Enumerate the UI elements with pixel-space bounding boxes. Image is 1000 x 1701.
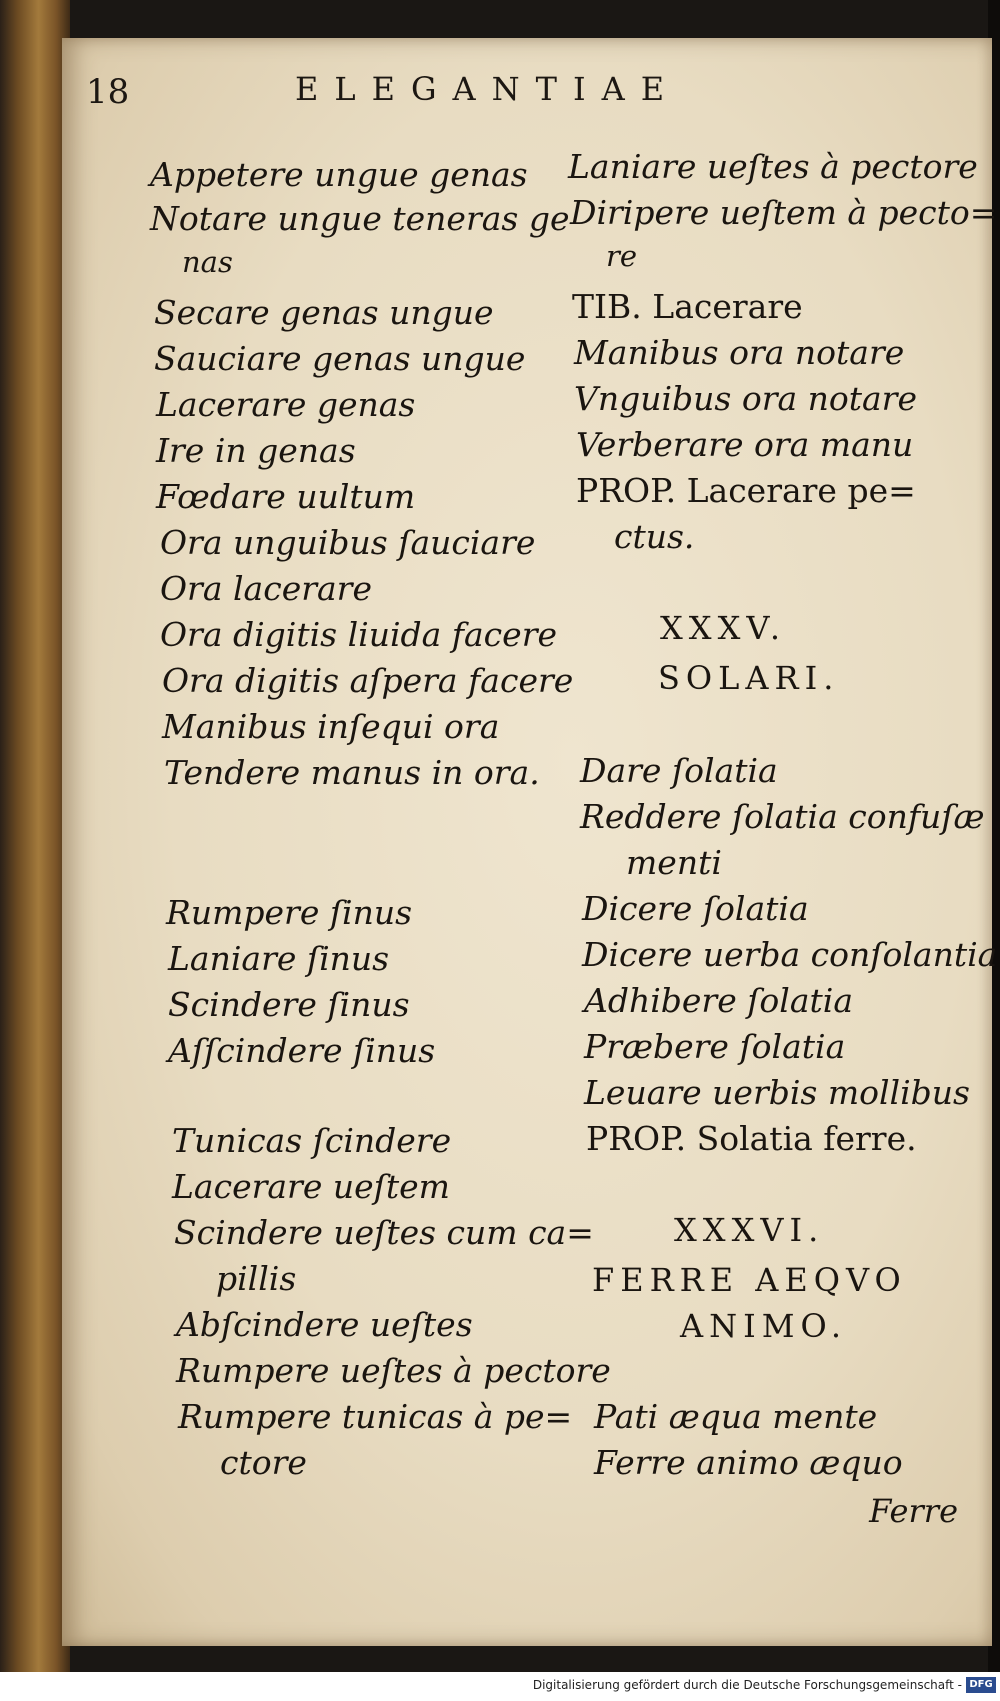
text-line: Reddere ſolatia confuſæ [580, 797, 985, 836]
text-line: Dicere uerba conſolantia [582, 935, 998, 974]
text-line: Ire in genas [156, 431, 356, 470]
text-line: Abſcindere ueſtes [176, 1305, 473, 1344]
text-line: Tunicas ſcindere [172, 1121, 452, 1160]
text-line: Laniare ueſtes à pectore [568, 147, 978, 186]
section-title: FERRE AEQVO [592, 1261, 907, 1299]
text-line: Secare genas ungue [154, 293, 494, 332]
text-line: Dare ſolatia [580, 751, 778, 790]
catchword: Ferre [869, 1492, 958, 1530]
page-number: 18 [86, 72, 130, 112]
text-line: Ferre animo æquo [594, 1443, 903, 1482]
text-line: PROP. Lacerare pe= [576, 471, 916, 510]
text-line: Diripere ueſtem à pecto= [570, 193, 998, 232]
text-line: Manibus inſequi ora [162, 707, 500, 746]
text-line: Aſſcindere ſinus [168, 1031, 436, 1070]
text-line: TIB. Lacerare [572, 287, 803, 326]
text-line: Manibus ora notare [574, 333, 905, 372]
section-number: XXXV. [660, 609, 787, 647]
dfg-logo: DFG [966, 1677, 996, 1693]
text-line: Vnguibus ora notare [574, 379, 917, 418]
text-line: Pati æqua mente [594, 1397, 878, 1436]
text-line: nas [182, 245, 233, 279]
section-title: SOLARI. [658, 659, 840, 697]
text-line: Præbere ſolatia [584, 1027, 846, 1066]
text-line: PROP. Solatia ferre. [586, 1119, 917, 1158]
text-line: ctore [220, 1443, 307, 1482]
text-line: Verberare ora manu [576, 425, 914, 464]
section-number: XXXVI. [674, 1211, 825, 1249]
text-line: Rumpere ueſtes à pectore [176, 1351, 611, 1390]
text-line: Rumpere tunicas à pe= [178, 1397, 573, 1436]
text-line: ctus. [614, 517, 695, 556]
text-line: Tendere manus in ora. [164, 753, 540, 792]
text-line: Fœdare uultum [156, 477, 416, 516]
text-line: menti [626, 843, 722, 882]
text-line: Adhibere ſolatia [584, 981, 854, 1020]
text-line: Laniare ſinus [168, 939, 390, 978]
text-line: Rumpere ſinus [166, 893, 413, 932]
text-line: Lacerare ueſtem [172, 1167, 450, 1206]
text-line: Dicere ſolatia [582, 889, 809, 928]
text-line: Ora unguibus ſauciare [160, 523, 536, 562]
running-head: ELEGANTIAE [295, 70, 681, 108]
text-line: Notare ungue teneras ge [150, 199, 570, 238]
text-line: Ora digitis aſpera facere [162, 661, 574, 700]
section-title: ANIMO. [680, 1307, 848, 1345]
text-line: Ora lacerare [160, 569, 372, 608]
book-spine [0, 0, 70, 1701]
text-line: Leuare uerbis mollibus [584, 1073, 970, 1112]
text-line: Scindere ueſtes cum ca= [174, 1213, 594, 1252]
text-line: Scindere ſinus [168, 985, 410, 1024]
text-line: Lacerare genas [156, 385, 416, 424]
text-line: pillis [216, 1259, 297, 1298]
text-line: Sauciare genas ungue [154, 339, 526, 378]
funding-credit: Digitalisierung gefördert durch die Deutsche Forschungsgemeinschaft - [532, 1678, 962, 1692]
text-line: Ora digitis liuida facere [160, 615, 557, 654]
text-line: Appetere ungue genas [150, 155, 528, 194]
text-line: re [606, 239, 638, 273]
digitization-footer [0, 1672, 1000, 1701]
